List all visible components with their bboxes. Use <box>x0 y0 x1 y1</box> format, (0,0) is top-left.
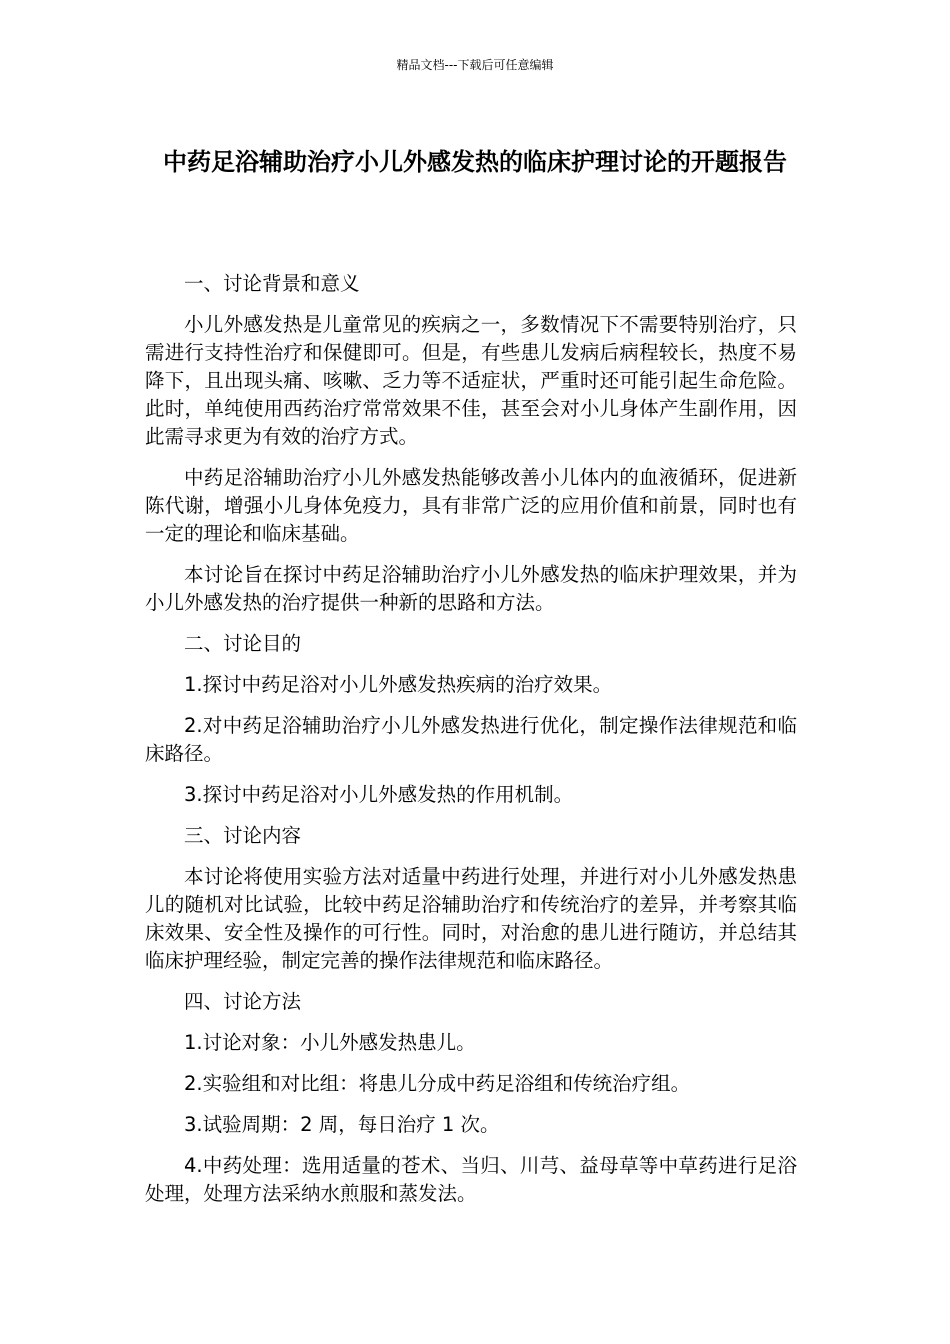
paragraph: 小儿外感发热是儿童常见的疾病之一，多数情况下不需要特别治疗，只需进行支持性治疗和保健即可。但是，有些患儿发病后病程较长，热度不易降下，且出现头痛、咳嗽、乏力等不适症状，严重时还可能引起生命危险。此时，单纯使用西药治疗常常效果不佳，甚至会对小儿身体产生副作用，因此需寻求更为有效的治疗方式。 <box>145 313 797 448</box>
list-item: 1.探讨中药足浴对小儿外感发热疾病的治疗效果。 <box>184 673 613 696</box>
list-item: 1.讨论对象：小儿外感发热患儿。 <box>184 1031 476 1054</box>
list-item: 2.实验组和对比组：将患儿分成中药足浴组和传统治疗组。 <box>184 1072 691 1095</box>
list-item: 3.试验周期：2 周，每日治疗 1 次。 <box>184 1113 500 1136</box>
document-body <box>145 270 797 1221</box>
paragraph: 本讨论旨在探讨中药足浴辅助治疗小儿外感发热的临床护理效果，并为小儿外感发热的治疗提供一种新的思路和方法。 <box>145 563 797 614</box>
paragraph: 本讨论将使用实验方法对适量中药进行处理，并进行对小儿外感发热患儿的随机对比试验，比较中药足浴辅助治疗和传统治疗的差异，并考察其临床效果、安全性及操作的可行性。同时，对治愈的患儿进行随访，并总结其临床护理经验，制定完善的操作法律规范和临床路径。 <box>145 865 797 972</box>
section-heading-purpose: 二、讨论目的 <box>184 632 302 655</box>
document-title: 中药足浴辅助治疗小儿外感发热的临床护理讨论的开题报告 <box>163 148 787 176</box>
paragraph: 中药足浴辅助治疗小儿外感发热能够改善小儿体内的血液循环，促进新陈代谢，增强小儿身体免疫力，具有非常广泛的应用价值和前景，同时也有一定的理论和临床基础。 <box>145 466 797 545</box>
list-item: 3.探讨中药足浴对小儿外感发热的作用机制。 <box>184 783 574 806</box>
list-item: 2.对中药足浴辅助治疗小儿外感发热进行优化，制定操作法律规范和临床路径。 <box>145 714 797 765</box>
header-note: 精品文档---下载后可任意编辑 <box>396 58 554 72</box>
list-item: 4.中药处理：选用适量的苍术、当归、川芎、益母草等中草药进行足浴处理，处理方法采纳水煎服和蒸发法。 <box>145 1154 797 1205</box>
section-heading-background: 一、讨论背景和意义 <box>184 272 360 295</box>
section-heading-content: 三、讨论内容 <box>184 824 302 847</box>
section-heading-method: 四、讨论方法 <box>184 990 302 1013</box>
